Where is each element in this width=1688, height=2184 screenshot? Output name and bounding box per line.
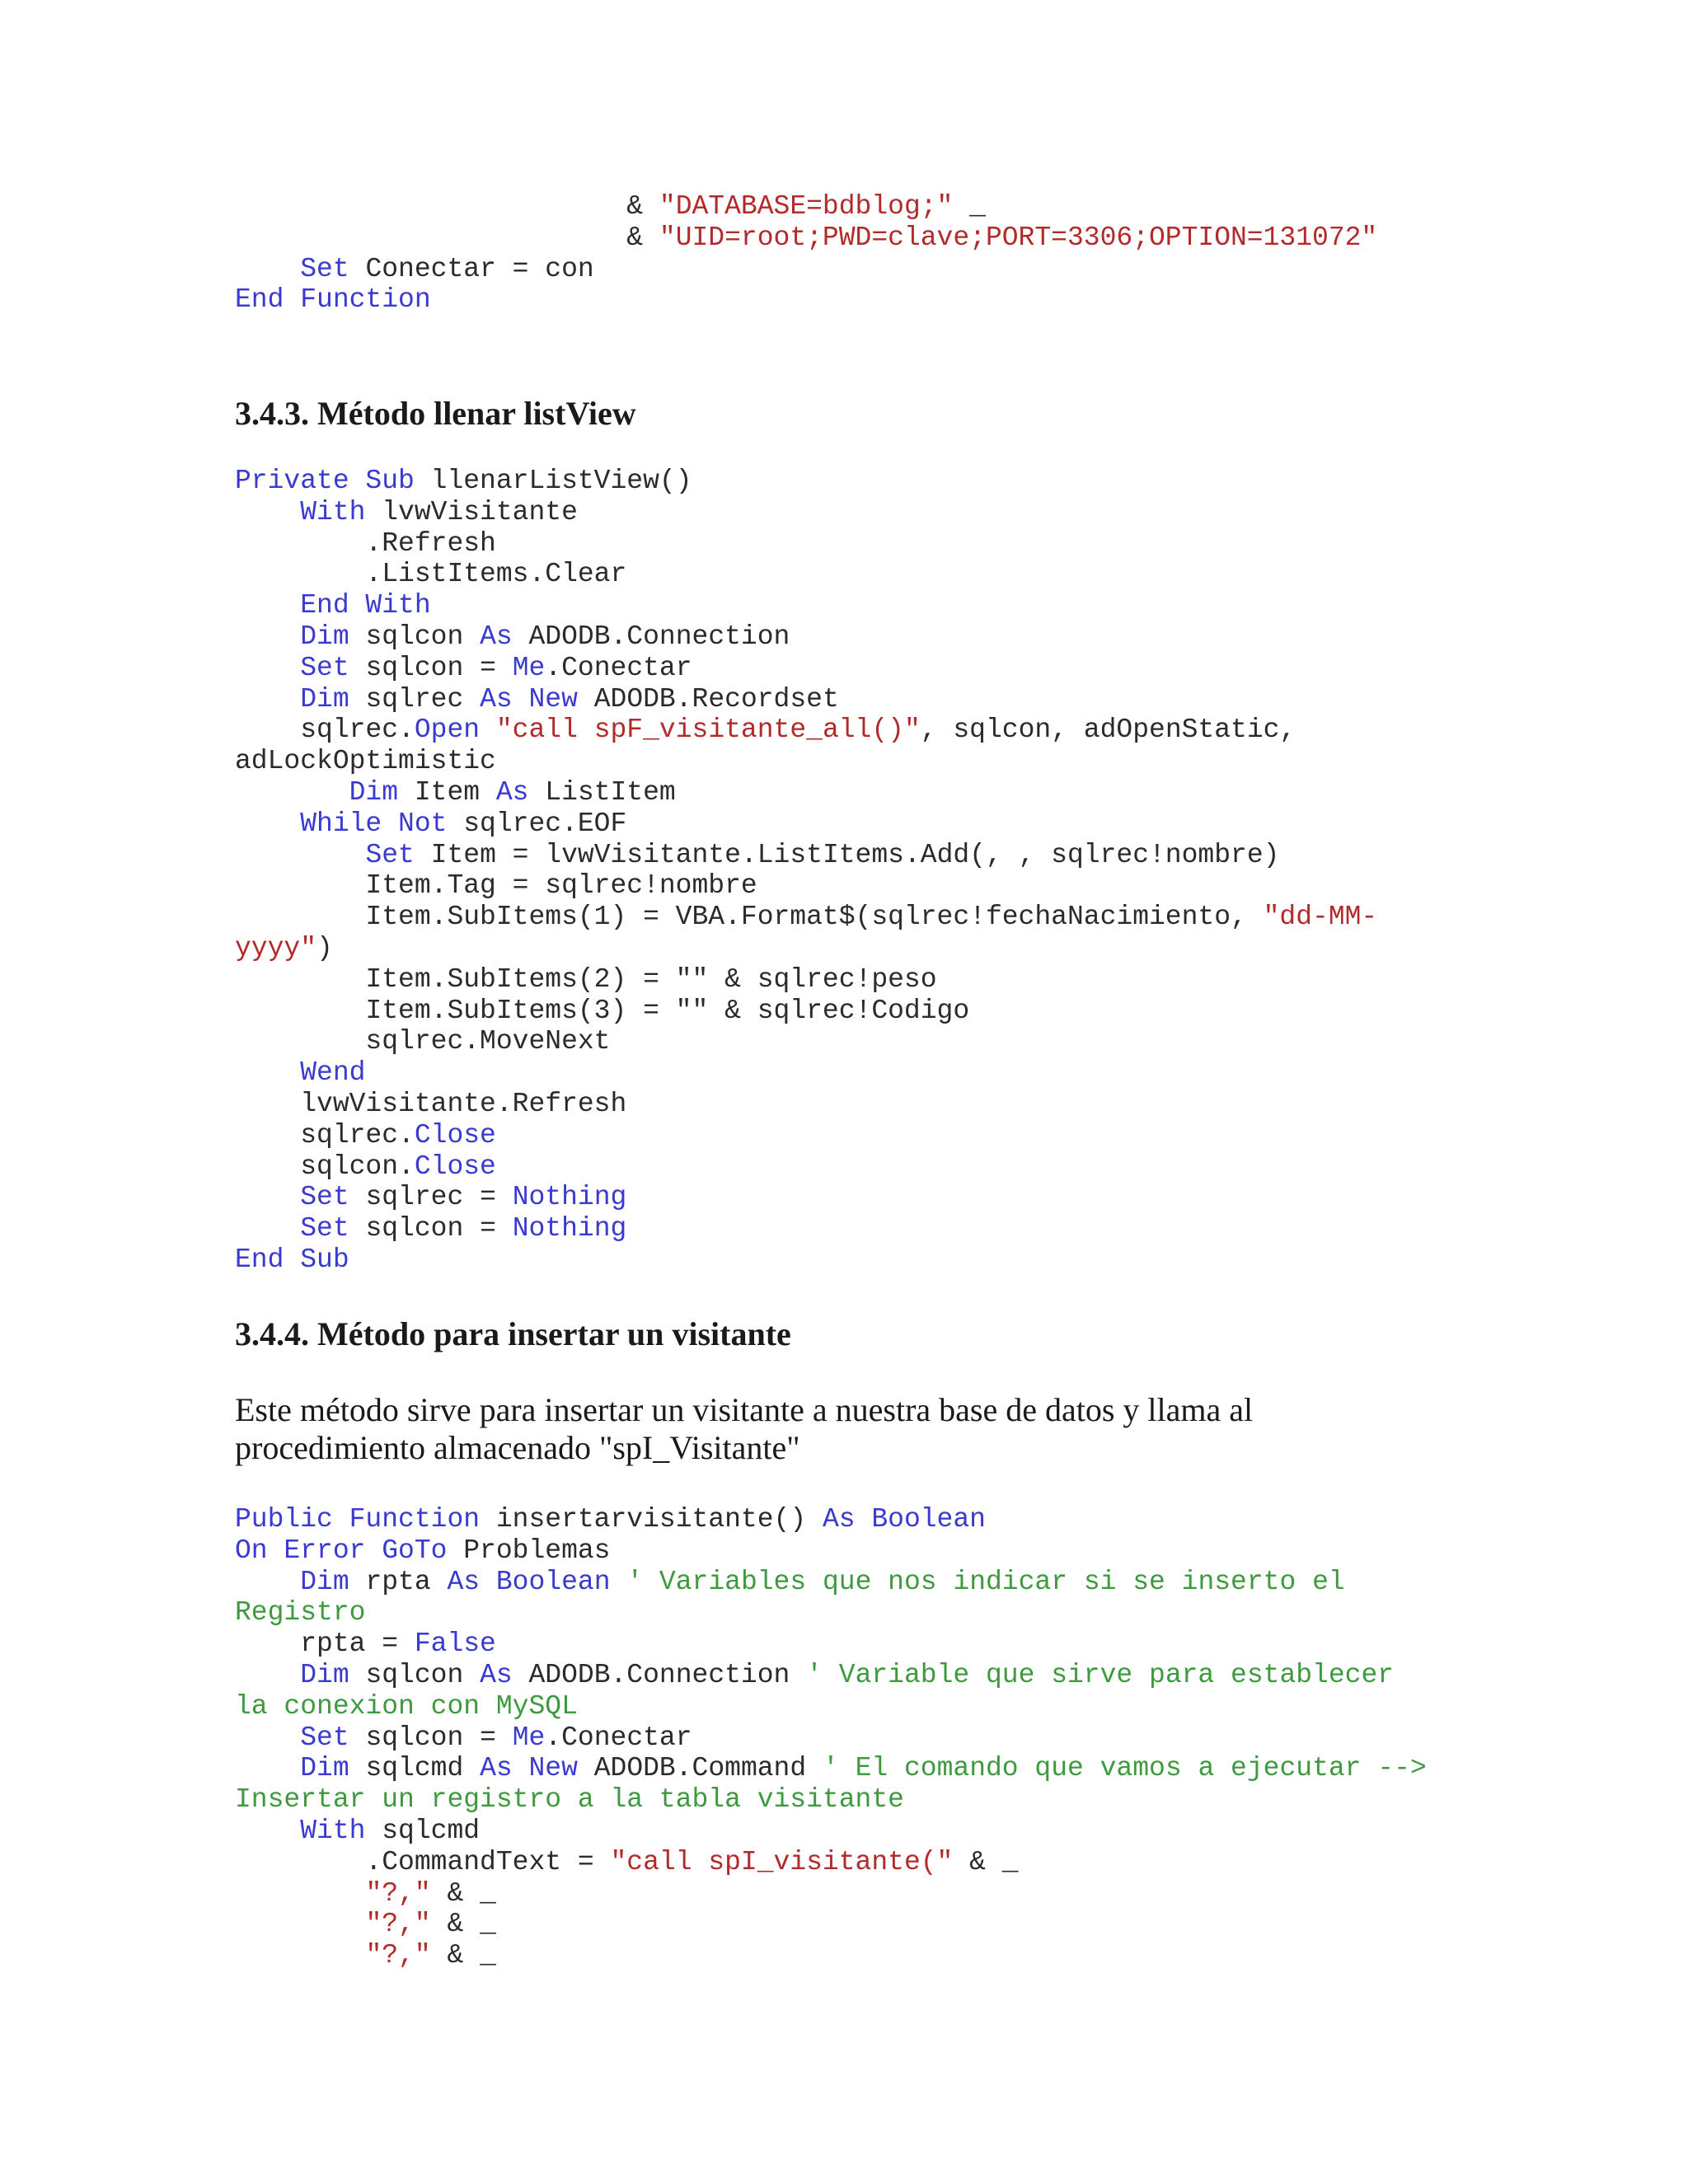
code-token: "dd-MM- [1263,902,1378,933]
code-line [235,1909,1669,1940]
code-line [235,1535,1669,1567]
code-token [235,590,300,621]
code-token: Item.SubItems(3) = "" & sqlrec!Codigo [235,995,970,1026]
code-token: sqlcon = [349,1722,513,1753]
code-line [235,1847,1669,1878]
code-token: & _ [953,1846,1019,1877]
code-token: ADODB.Command [577,1753,823,1784]
code-line [235,1244,1669,1276]
code-token: sqlcmd [365,1815,481,1846]
code-token [235,1909,365,1939]
code-token: ' El comando que vamos a ejecutar --> [822,1753,1427,1784]
description-line-1: Este método sirve para insertar un visitante a nuestra base de datos y llama al [235,1391,1254,1428]
code-token [611,1567,627,1597]
code-token: lvwVisitante [365,496,578,527]
code-token: sqlrec.EOF [447,808,627,839]
code-token: & _ [430,1940,496,1971]
code-token: "call spF_visitante_all()" [495,715,921,746]
code-line [235,964,1669,996]
code-token: Me [512,1722,546,1753]
code-token: Close [414,1119,496,1151]
code-token: End Function [235,284,431,316]
code-line [235,528,1669,560]
code-token: "?," [365,1909,431,1940]
code-line [235,808,1669,840]
code-token: ADODB.Recordset [577,683,839,715]
code-token: sqlcon [349,1659,481,1690]
code-line [235,996,1669,1027]
code-line [235,590,1669,621]
code-line [235,684,1669,715]
code-token: rpta = [235,1629,415,1660]
code-token: .Conectar [545,1722,692,1753]
code-line [235,1722,1669,1754]
code-line [235,1660,1669,1691]
code-token: ADODB.Connection [512,621,790,652]
code-token [235,621,300,652]
code-token: Dim [300,621,349,652]
code-line [235,1691,1669,1722]
code-token [235,1057,300,1088]
code-line [235,715,1669,746]
code-token: sqlcon = [349,652,513,683]
code-line [235,777,1669,808]
code-token: While Not [300,808,448,839]
code-token: "UID=root;PWD=clave;PORT=3306;OPTION=131072" [659,222,1378,253]
code-token: sqlrec = [349,1182,513,1213]
code-line [235,1753,1669,1784]
code-line [235,1089,1669,1120]
code-token: & _ [430,1877,496,1909]
code-token: As Boolean [822,1504,986,1535]
code-line [235,653,1669,684]
code-line [235,1213,1669,1244]
code-line [235,840,1669,871]
code-token [480,715,496,745]
code-token: sqlrec [349,683,481,715]
code-token: & [235,191,659,222]
code-line [235,559,1669,590]
code-token: Item = lvwVisitante.ListItems.Add(, , sqlrec!nombre) [414,839,1280,870]
code-token: Wend [300,1057,366,1089]
code-token [235,1878,365,1909]
code-line [235,902,1669,933]
code-token: Item.SubItems(1) = VBA.Format$(sqlrec!fechaNacimiento, [235,902,1264,933]
code-token: Item.Tag = sqlrec!nombre [235,870,757,902]
code-token: Set [300,652,349,683]
code-line [235,1182,1669,1213]
code-token [235,684,300,715]
code-token: As [480,1659,513,1690]
code-token: .Refresh [235,527,496,559]
code-token: "?," [365,1877,431,1909]
code-line [235,284,1669,316]
code-token [235,840,365,870]
code-line [235,1816,1669,1847]
code-token [235,1567,300,1597]
code-token: yyyy" [235,932,317,963]
code-token: With [300,496,366,527]
code-token: sqlcon. [235,1151,415,1182]
section-heading-insertar-visitante: 3.4.4. Método para insertar un visitante [235,1315,791,1352]
code-token: & _ [430,1909,496,1940]
code-token [235,1940,365,1971]
code-token: _ [953,191,986,222]
code-token: Dim [300,1753,349,1784]
code-token: "?," [365,1940,431,1971]
code-line [235,1597,1669,1629]
code-token: Set [300,253,349,284]
code-line [235,223,1669,254]
code-block-insertar-visitante [235,1504,1669,1971]
description-line-2: procedimiento almacenado "spI_Visitante" [235,1429,800,1466]
code-token: Public Function [235,1504,481,1535]
code-token: Nothing [512,1182,627,1213]
code-line [235,870,1669,902]
code-line [235,1120,1669,1151]
code-token: sqlrec. [235,1119,415,1151]
code-line [235,1784,1669,1816]
section-heading-llenar-listview: 3.4.3. Método llenar listView [235,395,636,432]
code-token: End Sub [235,1244,349,1275]
code-token: .Conectar [545,652,692,683]
code-token: sqlrec. [235,715,415,746]
code-token: sqlrec.MoveNext [235,1026,611,1057]
code-token [235,1182,300,1212]
code-block-connection-end [235,191,1669,316]
code-line [235,497,1669,528]
code-token: Registro [235,1597,366,1629]
code-token: ) [316,932,333,963]
code-token [235,1722,300,1753]
code-token: llenarListView() [414,466,692,496]
code-token: ADODB.Connection [512,1659,807,1690]
code-token: Close [414,1151,496,1182]
code-token: Dim [300,683,349,715]
code-token: sqlcon = [349,1213,513,1244]
code-token: ListItem [528,776,676,808]
code-token: Me [512,652,546,683]
code-token [235,653,300,683]
code-line [235,1567,1669,1598]
code-token: Dim [349,776,399,808]
code-token: & [235,222,659,253]
code-line [235,1026,1669,1057]
code-token: ' Variables que nos indicar si se inserto el [626,1566,1345,1597]
code-token: Item [398,776,496,808]
code-token: insertarvisitante() [480,1504,823,1535]
code-token: Conectar = con [349,253,594,284]
code-token: rpta [349,1566,448,1597]
description-paragraph [235,1391,1554,1467]
code-token: adLockOptimistic [235,746,496,777]
code-token: Dim [300,1659,349,1690]
code-token: la conexion con MySQL [235,1690,578,1722]
code-token: With [300,1815,366,1846]
code-token: On Error GoTo [235,1535,448,1566]
code-token: As [480,621,513,652]
code-block-llenar-listview [235,466,1669,1276]
code-token: sqlcmd [349,1753,481,1784]
code-token [235,254,300,284]
code-token: sqlcon [349,621,481,652]
code-line [235,466,1669,497]
code-token: ' Variable que sirve para establecer [806,1659,1395,1690]
code-line [235,621,1669,653]
code-token: False [414,1629,496,1660]
code-token [235,1753,300,1783]
code-token: Open [414,715,481,746]
code-line [235,933,1669,964]
code-token: Set [300,1182,349,1213]
code-line [235,1878,1669,1910]
code-token [235,497,300,527]
code-token: As New [480,683,578,715]
code-line [235,191,1669,223]
code-token: As New [480,1753,578,1784]
code-line [235,1151,1669,1183]
code-token: .CommandText = [235,1846,611,1877]
code-token: As [495,776,529,808]
code-token [235,1816,300,1846]
code-line [235,1940,1669,1971]
code-token: Set [300,1213,349,1244]
code-token: "call spI_visitante(" [610,1846,954,1877]
code-token: lvwVisitante.Refresh [235,1088,627,1119]
code-line [235,1504,1669,1535]
code-token: Set [300,1722,349,1753]
code-token [235,777,349,808]
code-token: .ListItems.Clear [235,559,627,590]
code-line [235,254,1669,285]
code-token: Item.SubItems(2) = "" & sqlrec!peso [235,963,937,995]
code-token: "DATABASE=bdblog;" [659,191,954,222]
code-token: Private Sub [235,466,415,496]
code-line [235,1057,1669,1089]
code-token: Insertar un registro a la tabla visitante [235,1784,904,1816]
code-line [235,746,1669,777]
code-token: Dim [300,1566,349,1597]
code-token [235,1660,300,1690]
code-token [235,808,300,839]
code-token [235,1213,300,1244]
code-token: As Boolean [447,1566,611,1597]
code-token: , sqlcon, adOpenStatic, [920,715,1296,746]
code-token: End With [300,590,431,621]
code-line [235,1629,1669,1660]
code-token: Set [365,839,415,870]
code-token: Nothing [512,1213,627,1244]
code-token: Problemas [447,1535,611,1566]
